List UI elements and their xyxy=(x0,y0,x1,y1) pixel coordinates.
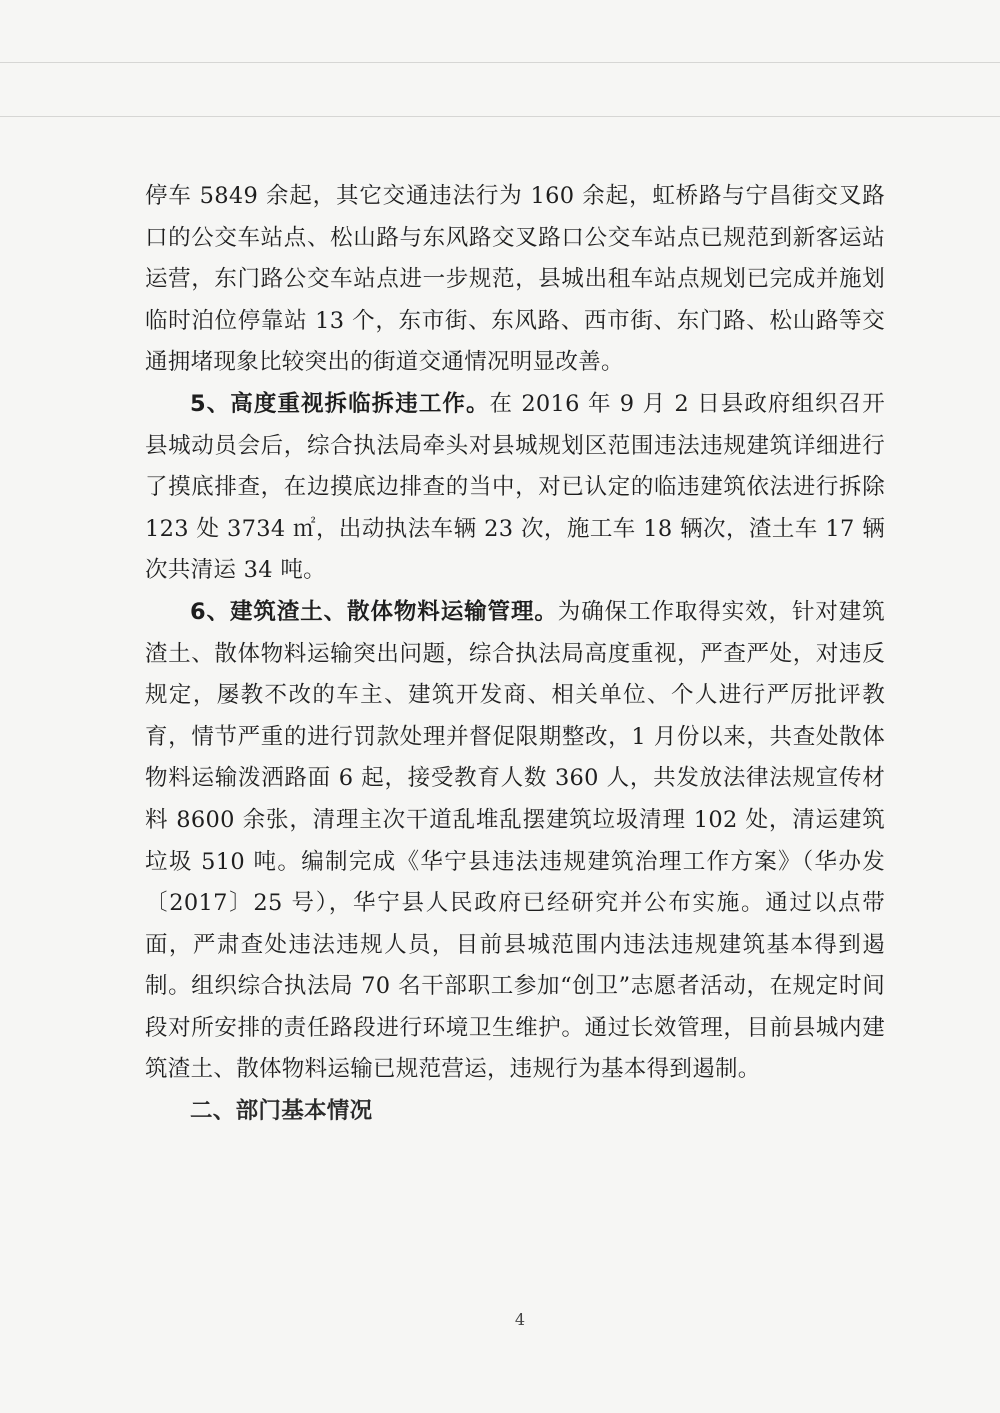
section-heading: 二、部门基本情况 xyxy=(190,1098,373,1125)
scan-edge-line-top xyxy=(0,62,1000,63)
paragraph-continued: 停车 5849 余起，其它交通违法行为 160 余起，虹桥路与宁昌街交叉路口的公交车站点、松山路与东风路交叉路口公交车站点已规范到新客运站运营，东门路公交车站点进一步规范，县城出租车站点规划已完成并施划临时泊位停靠站 13 个，东市街、东风路、西市街、东门路、松山路等交通拥堵现象比较突出的街道交通情况明显改善。 xyxy=(145,183,885,376)
paragraph-item-6 xyxy=(145,592,885,1091)
item-5-body: 在 2016 年 9 月 2 日县政府组织召开县城动员会后，综合执法局牵头对县城规划区范围违法违规建筑详细进行了摸底排查，在边摸底边排查的当中，对已认定的临违建筑依法进行拆除 123 处 3734 ㎡，出动执法车辆 23 次，施工车 18 辆次，渣土车 17 辆次共清运 34 吨。 xyxy=(145,390,885,584)
document-body xyxy=(145,176,885,1133)
scan-edge-line-second xyxy=(0,116,1000,117)
item-5-lead: 5、高度重视拆临拆违工作。 xyxy=(190,390,490,417)
paragraph-item-5 xyxy=(145,384,885,592)
item-6-body: 为确保工作取得实效，针对建筑渣土、散体物料运输突出问题，综合执法局高度重视，严查严处，对违反规定，屡教不改的车主、建筑开发商、相关单位、个人进行严厉批评教育，情节严重的进行罚款处理并督促限期整改，1 月份以来，共查处散体物料运输泼洒路面 6 起，接受教育人数 360 人，共发放法律法规宣传材料 8600 余张，清理主次干道乱堆乱摆建筑垃圾清理 102 处，清运建筑垃圾 510 吨。编制完成《华宁县违法违规建筑治理工作方案》（华办发〔2017〕25 号），华宁县人民政府已经研究并公布实施。通过以点带面，严肃查处违法违规人员，目前县城范围内违法违规建筑基本得到遏制。组织综合执法局 70 名干部职工参加“创卫”志愿者活动，在规定时间段对所安排的责任路段进行环境卫生维护。通过长效管理，目前县城内建筑渣土、散体物料运输已规范营运，违规行为基本得到遏制。 xyxy=(145,598,885,1083)
page-number: 4 xyxy=(514,1310,526,1329)
item-6-lead: 6、建筑渣土、散体物料运输管理。 xyxy=(190,598,558,625)
